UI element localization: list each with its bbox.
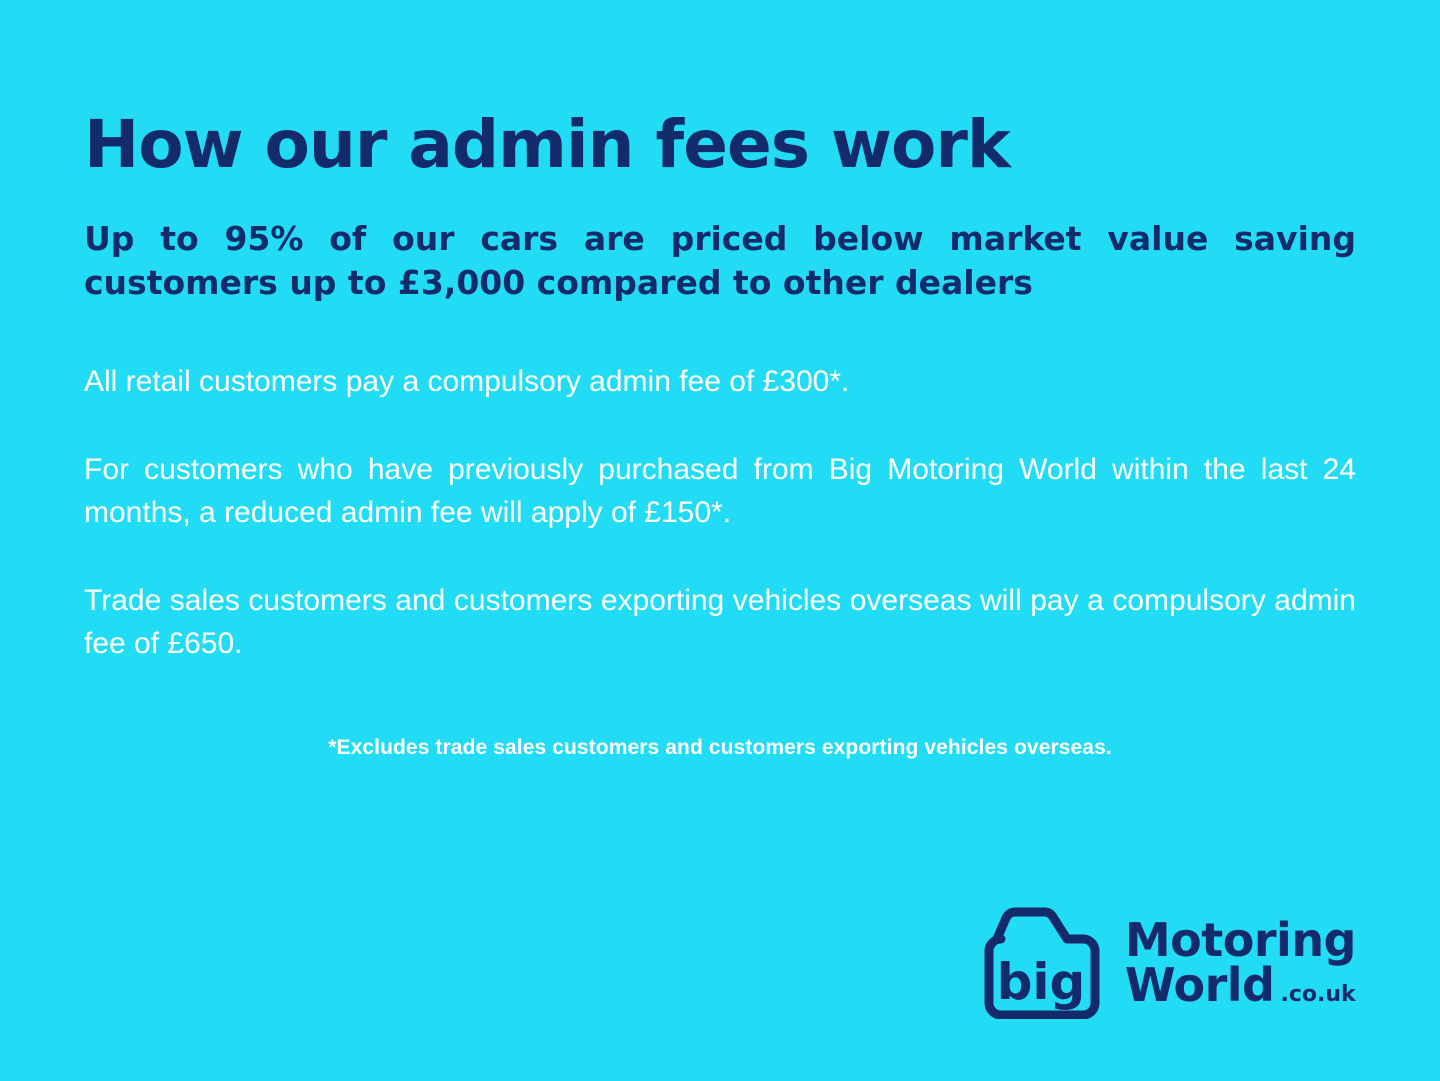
brand-line-1: Motoring xyxy=(1124,912,1356,967)
brand-wordmark xyxy=(1124,912,1356,1012)
page-title: How our admin fees work xyxy=(84,106,1010,183)
brand-logo xyxy=(975,907,1356,1019)
paragraph-returning-customer-fee: For customers who have previously purchased from Big Motoring World within the last 24 months, a reduced admin fee will apply of £150*. xyxy=(84,452,1356,530)
brand-line-2: World xyxy=(1124,958,1275,1012)
paragraph-retail-fee: All retail customers pay a compulsory admin fee of £300*. xyxy=(84,365,850,399)
subheading-text: Up to 95% of our cars are priced below market value saving customers up to £3,000 compared to other dealers xyxy=(84,219,1356,302)
svg-text:big: big xyxy=(996,953,1086,1011)
footnote-text: *Excludes trade sales customers and customers exporting vehicles overseas. xyxy=(328,735,1112,759)
big-car-logo-icon xyxy=(975,907,1115,1019)
paragraph-trade-export-fee: Trade sales customers and customers exporting vehicles overseas will pay a compulsory admin fee of £650. xyxy=(84,583,1356,661)
brand-tld: .co.uk xyxy=(1280,982,1356,1007)
brand-line-2-row xyxy=(1124,958,1356,1012)
